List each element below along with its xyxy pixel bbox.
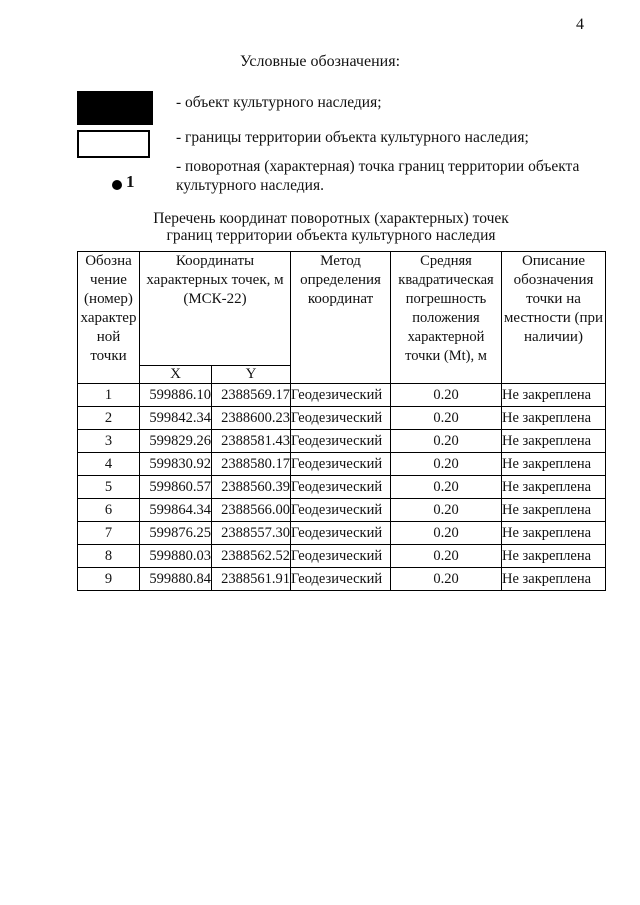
legend-symbol-heritage-object — [77, 91, 153, 125]
cell-coord-x: 599842.34 — [140, 407, 212, 430]
cell-point-number: 3 — [78, 430, 140, 453]
cell-method: Геодезический — [291, 453, 391, 476]
cell-error: 0.20 — [391, 545, 502, 568]
cell-description: Не закреплена — [502, 499, 606, 522]
cell-point-number: 5 — [78, 476, 140, 499]
cell-error: 0.20 — [391, 407, 502, 430]
cell-error: 0.20 — [391, 499, 502, 522]
cell-description: Не закреплена — [502, 522, 606, 545]
table-title-line-1: Перечень координат поворотных (характерных) точек — [153, 210, 509, 227]
legend-text-territory-boundary: - границы территории объекта культурного наследия; — [176, 129, 529, 146]
coordinates-table — [77, 251, 606, 591]
cell-coord-x: 599880.03 — [140, 545, 212, 568]
cell-point-number: 4 — [78, 453, 140, 476]
cell-coord-y: 2388580.17 — [212, 453, 291, 476]
cell-point-number: 6 — [78, 499, 140, 522]
cell-point-number: 1 — [78, 384, 140, 407]
cell-method: Геодезический — [291, 499, 391, 522]
cell-coord-y: 2388562.52 — [212, 545, 291, 568]
table-row — [78, 453, 606, 476]
cell-method: Геодезический — [291, 407, 391, 430]
cell-coord-x: 599864.34 — [140, 499, 212, 522]
table-row — [78, 499, 606, 522]
table-row — [78, 522, 606, 545]
legend-text-turning-point: - поворотная (характерная) точка границ территории объекта культурного наследия. — [176, 158, 580, 194]
cell-method: Геодезический — [291, 545, 391, 568]
cell-error: 0.20 — [391, 384, 502, 407]
legend-symbol-territory-boundary — [77, 130, 150, 158]
header-error: Средняя квадратическая погрешность положения характерной точки (Mt), м — [391, 252, 502, 384]
legend-symbol-turning-point-dot — [112, 180, 122, 190]
cell-error: 0.20 — [391, 476, 502, 499]
header-x: X — [140, 366, 212, 384]
legend-symbol-turning-point-label: 1 — [126, 172, 135, 191]
cell-coord-y: 2388566.00 — [212, 499, 291, 522]
cell-coord-x: 599876.25 — [140, 522, 212, 545]
cell-coord-y: 2388557.30 — [212, 522, 291, 545]
cell-description: Не закреплена — [502, 476, 606, 499]
cell-description: Не закреплена — [502, 384, 606, 407]
cell-description: Не закреплена — [502, 407, 606, 430]
cell-error: 0.20 — [391, 453, 502, 476]
cell-error: 0.20 — [391, 430, 502, 453]
cell-method: Геодезический — [291, 522, 391, 545]
header-description: Описание обозначения точки на местности (при наличии) — [502, 252, 606, 384]
cell-description: Не закреплена — [502, 545, 606, 568]
cell-error: 0.20 — [391, 568, 502, 591]
table-row — [78, 407, 606, 430]
cell-point-number: 7 — [78, 522, 140, 545]
table-row — [78, 568, 606, 591]
table-row — [78, 384, 606, 407]
cell-point-number: 2 — [78, 407, 140, 430]
cell-point-number: 9 — [78, 568, 140, 591]
table-row — [78, 430, 606, 453]
table-title-line-2: границ территории объекта культурного наследия — [166, 227, 496, 244]
cell-method: Геодезический — [291, 568, 391, 591]
table-row — [78, 545, 606, 568]
cell-description: Не закреплена — [502, 430, 606, 453]
cell-coord-x: 599860.57 — [140, 476, 212, 499]
table-title — [0, 210, 640, 244]
page-number: 4 — [576, 16, 584, 33]
cell-coord-y: 2388561.91 — [212, 568, 291, 591]
cell-method: Геодезический — [291, 476, 391, 499]
cell-point-number: 8 — [78, 545, 140, 568]
cell-error: 0.20 — [391, 522, 502, 545]
cell-coord-y: 2388569.17 — [212, 384, 291, 407]
cell-coord-y: 2388600.23 — [212, 407, 291, 430]
cell-description: Не закреплена — [502, 568, 606, 591]
cell-coord-x: 599886.10 — [140, 384, 212, 407]
cell-coord-x: 599830.92 — [140, 453, 212, 476]
cell-coord-y: 2388560.39 — [212, 476, 291, 499]
header-method: Метод определения координат — [291, 252, 391, 384]
cell-method: Геодезический — [291, 384, 391, 407]
header-designation: Обозна чение (номер) характер ной точки — [78, 252, 140, 384]
legend-text-heritage-object: - объект культурного наследия; — [176, 94, 382, 111]
header-coordinates: Координаты характерных точек, м (МСК-22) — [140, 252, 291, 366]
cell-coord-x: 599880.84 — [140, 568, 212, 591]
header-y: Y — [212, 366, 291, 384]
table-row — [78, 476, 606, 499]
legend-title: Условные обозначения: — [239, 53, 401, 70]
cell-coord-y: 2388581.43 — [212, 430, 291, 453]
cell-method: Геодезический — [291, 430, 391, 453]
cell-coord-x: 599829.26 — [140, 430, 212, 453]
cell-description: Не закреплена — [502, 453, 606, 476]
